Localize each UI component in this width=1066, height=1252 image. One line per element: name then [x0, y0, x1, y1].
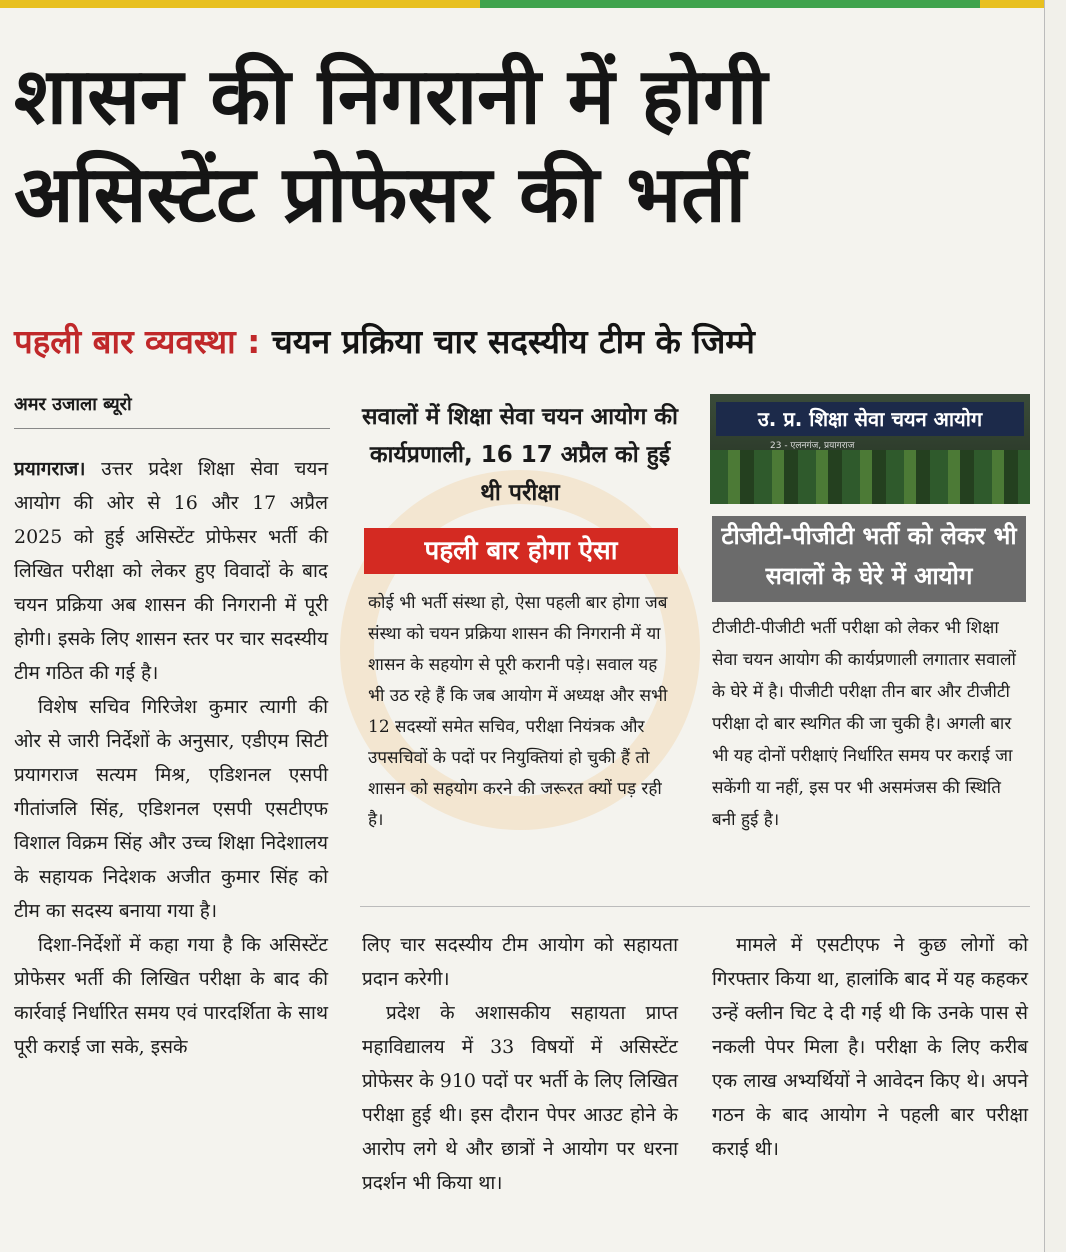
- dateline: प्रयागराज।: [14, 458, 86, 480]
- top-color-strip: [0, 0, 1066, 8]
- tgt-pgt-box-text: टीजीटी-पीजीटी भर्ती परीक्षा को लेकर भी शिक्षा सेवा चयन आयोग की कार्यप्रणाली लगातार सवालों के घेरे में है। पीजीटी परीक्षा तीन बार और टीजीटी परीक्षा दो बार स्थगित की जा चुकी है। अगली बार भी यह दोनों परीक्षाएं निर्धारित समय पर कराई जा सकेंगी या नहीं, इस पर भी असमंजस की स्थिति बनी हुई है।: [712, 618, 1016, 830]
- paragraph: विशेष सचिव गिरिजेश कुमार त्यागी की ओर से जारी निर्देशों के अनुसार, एडीएम सिटी प्रयागराज सत्यम मिश्र, एडिशनल एसपी गीतांजलि सिंह, एडिशनल एसपी एसटीएफ विशाल विक्रम सिंह और उच्च शिक्षा निदेशालय के सहायक निदेशक अजीत कुमार सिंह को टीम का सदस्य बनाया गया है।: [14, 696, 328, 922]
- subhead-text: चयन प्रक्रिया चार सदस्यीय टीम के जिम्मे: [271, 322, 755, 361]
- headline: [14, 48, 1034, 244]
- sidebar-banner: पहली बार होगा ऐसा: [364, 528, 678, 574]
- headline-line-1: शासन की निगरानी में होगी: [14, 52, 768, 142]
- article-column-1: [14, 452, 328, 1064]
- signboard-subtext: 23 - एलनगंज, प्रयागराज: [770, 441, 855, 451]
- paragraph: प्रदेश के अशासकीय सहायता प्राप्त महाविद्यालय में 33 विषयों में असिस्टेंट प्रोफेसर के 910 पदों पर भर्ती के लिए लिखित परीक्षा हुई थी। इस दौरान पेपर आउट होने के आरोप लगे थे और छात्रों ने आयोग पर धरना प्रदर्शन भी किया था।: [362, 1002, 678, 1194]
- tgt-pgt-headline-box: टीजीटी-पीजीटी भर्ती को लेकर भी सवालों के घेरे में आयोग: [712, 516, 1026, 602]
- byline: अमर उजाला ब्यूरो: [14, 394, 132, 415]
- subhead-label: पहली बार व्यवस्था :: [14, 322, 261, 361]
- paragraph: लिए चार सदस्यीय टीम आयोग को सहायता प्रदान करेगी।: [362, 934, 678, 990]
- sidebar-headline: सवालों में शिक्षा सेवा चयन आयोग की कार्यप्रणाली, 16 17 अप्रैल को हुई थी परीक्षा: [361, 404, 679, 506]
- commission-signboard: उ. प्र. शिक्षा सेवा चयन आयोग: [716, 402, 1024, 436]
- paragraph: दिशा-निर्देशों में कहा गया है कि असिस्टेंट प्रोफेसर भर्ती की लिखित परीक्षा के बाद की कार्रवाई निर्धारित समय एवं पारदर्शिता के साथ पूरी कराई जा सके, इसके: [14, 934, 328, 1058]
- paragraph: [14, 452, 328, 690]
- article-column-2: [362, 928, 678, 1200]
- paragraph: मामले में एसटीएफ ने कुछ लोगों को गिरफ्तार किया था, हालांकि बाद में यह कहकर उन्हें क्लीन चिट दे दी गई थी कि उनके पास से नकली पेपर मिला है। परीक्षा के लिए करीब एक लाख अभ्यर्थियों ने आवेदन किए थे। अपने गठन के बाद आयोग ने पहली बार परीक्षा कराई थी।: [712, 934, 1028, 1160]
- subheadline: [14, 320, 1034, 364]
- sidebar-box-text: कोई भी भर्ती संस्था हो, ऐसा पहली बार होगा जब संस्था को चयन प्रक्रिया शासन की निगरानी में या शासन के सहयोग से पूरी करानी पड़े। सवाल यह भी उठ रहे हैं कि जब आयोग में अध्यक्ष और सभी 12 सदस्यों समेत सचिव, परीक्षा नियंत्रक और उपसचिवों के पदों पर नियुक्तियां हो चुकी हैं तो शासन को सहयोग करने की जरूरत क्यों पड़ रही है।: [368, 593, 668, 830]
- article-column-3: [712, 928, 1028, 1166]
- paragraph-text: उत्तर प्रदेश शिक्षा सेवा चयन आयोग की ओर से 16 और 17 अप्रैल 2025 को हुई असिस्टेंट प्रोफेसर भर्ती की लिखित परीक्षा को लेकर हुए विवादों के बाद चयन प्रक्रिया अब शासन की निगरानी में पूरी होगी। इसके लिए शासन स्तर पर चार सदस्यीय टीम गठित की गई है।: [14, 458, 328, 684]
- commission-photo: [710, 394, 1030, 504]
- adjacent-page-strip: [1044, 0, 1066, 1252]
- byline-divider: [14, 428, 330, 429]
- headline-line-2: असिस्टेंट प्रोफेसर की भर्ती: [14, 150, 746, 240]
- section-divider: [360, 906, 1030, 907]
- photo-trees: [710, 450, 1030, 504]
